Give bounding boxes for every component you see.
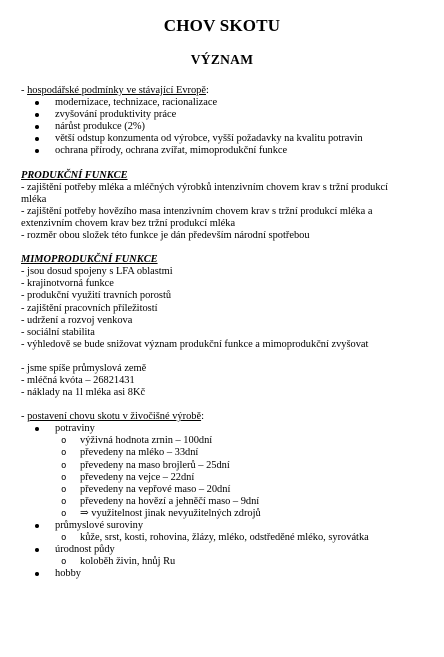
text-line: - produkční využití travních porostů xyxy=(21,290,172,302)
text-line: extenzivním chovem krav bez tržní produkcí mléka xyxy=(21,217,236,229)
soil-label: úrodnost půdy xyxy=(55,544,115,556)
production-heading: PRODUKČNÍ FUNKCE xyxy=(21,169,128,181)
intro-heading xyxy=(21,85,431,97)
intro-label: hospodářské podmínky ve stávající Evropě xyxy=(27,85,206,96)
text-line: - zajištění pracovních příležitostí xyxy=(21,302,158,314)
intro-bullet-list xyxy=(21,97,431,157)
text-line: - jsou dosud spojeny s LFA oblastmi xyxy=(21,266,173,278)
list-item: o ⇒ využitelnost jinak nevyužitelných zdrojů xyxy=(55,508,431,520)
list-item-industrial xyxy=(21,520,431,544)
list-item-soil xyxy=(21,544,431,568)
nonproduction-heading: MIMOPRODUKČNÍ FUNKCE xyxy=(21,254,158,266)
list-item: o kůže, srst, kosti, rohovina, žlázy, mléko, odstředěné mléko, syrovátka xyxy=(55,532,431,544)
text-line: - mléčná kvóta – 26821431 xyxy=(21,374,135,386)
list-item: větší odstup konzumenta od výrobce, vyšší požadavky na kvalitu potravin xyxy=(21,133,431,145)
document-body xyxy=(21,85,431,580)
text-line: - jsme spíše průmyslová země xyxy=(21,362,147,374)
text-line: - udržení a rozvoj venkova xyxy=(21,314,133,326)
dash: - xyxy=(21,411,28,423)
dash: - xyxy=(21,85,28,96)
list-item: o koloběh živin, hnůj Ru xyxy=(55,556,431,568)
list-item: o výživná hodnota zrnin – 100dní xyxy=(55,435,431,447)
list-item: ochrana přírody, ochrana zvířat, mimoprodukční funkce xyxy=(21,145,431,157)
food-sublist xyxy=(55,435,431,520)
list-item: o převedeny na vejce – 22dní xyxy=(55,472,431,484)
text-line: - krajinotvorná funkce xyxy=(21,278,114,290)
text-line: - výhledově se bude snižovat význam produkční funkce a mimoprodukční zvyšovat xyxy=(21,338,369,350)
food-label: potraviny xyxy=(55,423,95,435)
list-item-food xyxy=(21,423,431,520)
position-heading xyxy=(21,411,431,423)
text-line: - zajištění potřeby hovězího masa intenzivním chovem krav s tržní produkcí mléka a xyxy=(21,205,373,217)
page-title: CHOV SKOTU xyxy=(163,16,281,35)
list-item: o převedeny na vepřové maso – 20dní xyxy=(55,484,431,496)
text-line: mléka xyxy=(21,193,47,205)
industrial-sublist xyxy=(55,532,431,544)
position-label: postavení chovu skotu v živočišné výrobě xyxy=(27,411,202,423)
list-item: zvyšování produktivity práce xyxy=(21,109,431,121)
text-line: - rozměr obou složek této funkce je dán především národní spotřebou xyxy=(21,230,310,242)
page-subtitle: VÝZNAM xyxy=(190,52,254,67)
list-item: o převedeny na mléko – 33dní xyxy=(55,447,431,459)
position-bullet-list xyxy=(21,423,431,580)
soil-sublist xyxy=(55,556,431,568)
list-item: modernizace, technizace, racionalizace xyxy=(21,97,431,109)
list-item-hobby: hobby xyxy=(21,568,431,580)
text-line: - sociální stabilita xyxy=(21,326,95,338)
industrial-label: průmyslové suroviny xyxy=(55,520,144,531)
colon: : xyxy=(201,411,204,423)
list-item: nárůst produkce (2%) xyxy=(21,121,431,133)
text-line: - zajištění potřeby mléka a mléčných výrobků intenzivním chovem krav s tržní produkcí xyxy=(21,181,389,193)
text-line: - náklady na 1l mléka asi 8Kč xyxy=(21,387,146,399)
colon: : xyxy=(205,85,209,96)
list-item: o převedeny na maso brojlerů – 25dní xyxy=(55,460,431,472)
list-item: o převedeny na hovězí a jehněčí maso – 9dní xyxy=(55,496,431,508)
